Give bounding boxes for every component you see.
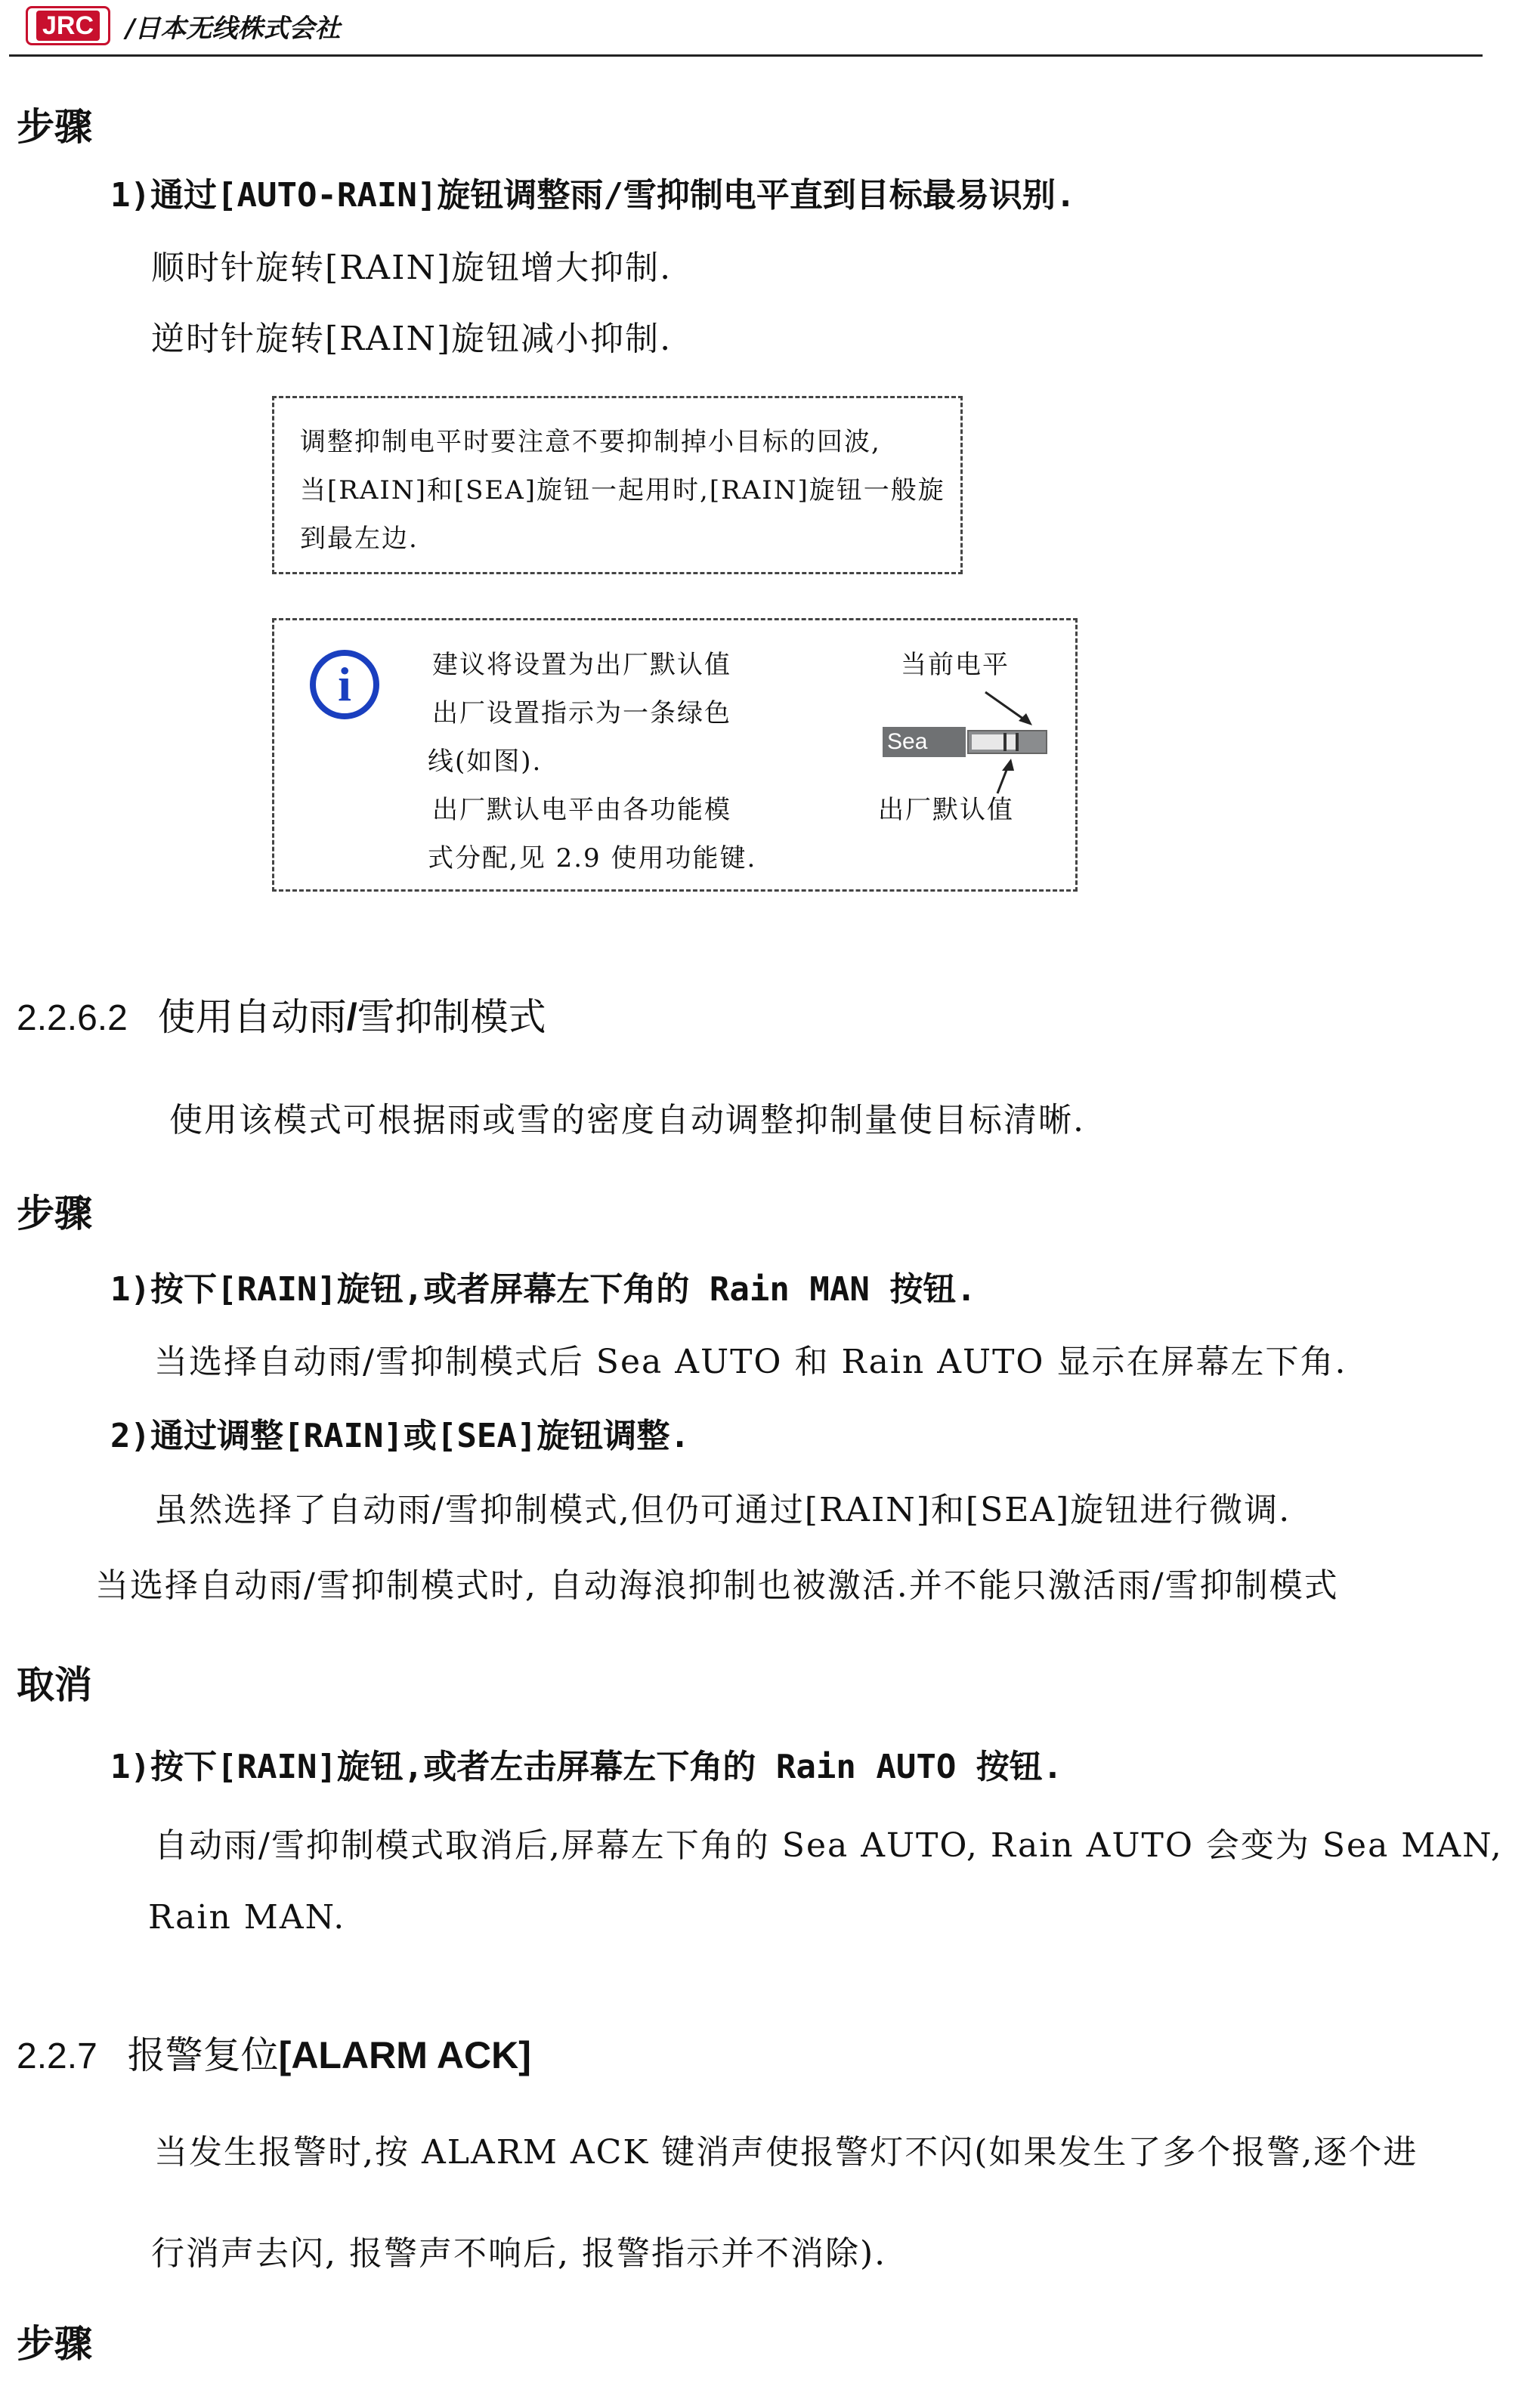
jrc-logo — [26, 6, 110, 45]
section-227-title-b: [ALARM ACK] — [278, 2034, 531, 2076]
info-icon: i — [310, 650, 379, 719]
sea-bar-track — [967, 730, 1047, 754]
sea-bar-label: Sea — [883, 727, 966, 757]
sea-level-bar — [883, 727, 1047, 757]
section-2262-title-a: 使用自动雨 — [157, 995, 347, 1039]
factory-default-marker — [1003, 733, 1007, 751]
info-line-3: 线(如图). — [428, 747, 543, 777]
section-227-title-a: 报警复位 — [127, 2033, 279, 2077]
section-227-heading — [17, 2025, 531, 2079]
caution-note-box — [272, 396, 963, 574]
clockwise-instruction: 顺时针旋转[RAIN]旋钮增大抑制. — [151, 249, 673, 287]
note-line-3: 到最左边. — [300, 524, 419, 554]
step1-description: 当选择自动雨/雪抑制模式后 Sea AUTO 和 Rain AUTO 显示在屏幕左下角. — [154, 1343, 1347, 1381]
company-name: /日本无线株式会社 — [125, 14, 341, 44]
header-divider — [9, 54, 1483, 57]
step-adjust: 2)通过调整[RAIN]或[SEA]旋钮调整. — [110, 1417, 690, 1455]
sea-bar-fill — [972, 734, 1016, 750]
section-2262-number: 2.2.6.2 — [17, 998, 128, 1038]
note-line-1: 调整抑制电平时要注意不要抑制掉小目标的回波, — [300, 427, 881, 457]
auto-mode-intro: 使用该模式可根据雨或雪的密度自动调整抑制量使目标清晰. — [169, 1101, 1085, 1139]
step-press-rain: 1)按下[RAIN]旋钮,或者屏幕左下角的 Rain MAN 按钮. — [110, 1270, 976, 1309]
section-227-number: 2.2.7 — [17, 2036, 97, 2076]
cancel-description-2: Rain MAN. — [148, 1898, 346, 1937]
info-line-2: 出厂设置指示为一条绿色 — [432, 698, 731, 728]
steps-heading-3: 步骤 — [17, 2322, 92, 2366]
current-level-marker — [1016, 733, 1019, 751]
steps-heading-2: 步骤 — [17, 1192, 92, 1235]
cancel-step: 1)按下[RAIN]旋钮,或者左击屏幕左下角的 Rain AUTO 按钮. — [110, 1748, 1063, 1786]
current-level-arrow — [982, 689, 1043, 728]
info-line-1: 建议将设置为出厂默认值 — [432, 650, 731, 680]
section-2262-heading — [17, 987, 546, 1041]
step-auto-rain: 1)通过[AUTO-RAIN]旋钮调整雨/雪抑制电平直到目标最易识别. — [110, 176, 1076, 215]
section-2262-slash: / — [346, 996, 357, 1038]
current-level-label: 当前电平 — [901, 650, 1010, 680]
factory-default-label: 出厂默认值 — [878, 795, 1014, 825]
alarm-ack-description-1: 当发生报警时,按 ALARM ACK 键消声使报警灯不闪(如果发生了多个报警,逐个进 — [154, 2133, 1418, 2172]
step2-description: 虽然选择了自动雨/雪抑制模式,但仍可通过[RAIN]和[SEA]旋钮进行微调. — [154, 1491, 1291, 1529]
info-line-5: 式分配,见 2.9 使用功能键. — [428, 843, 757, 873]
section-2262-title-b: 雪抑制模式 — [357, 995, 546, 1039]
alarm-ack-description-2: 行消声去闪, 报警声不响后, 报警指示并不消除). — [151, 2234, 887, 2273]
counterclockwise-instruction: 逆时针旋转[RAIN]旋钮减小抑制. — [151, 320, 673, 358]
logo-text: JRC — [36, 11, 100, 41]
cancel-description-1: 自动雨/雪抑制模式取消后,屏幕左下角的 Sea AUTO, Rain AUTO 会变为 Sea MAN, — [154, 1826, 1503, 1865]
info-line-4: 出厂默认电平由各功能模 — [432, 795, 731, 825]
steps-heading-1: 步骤 — [17, 105, 92, 149]
auto-mode-note: 当选择自动雨/雪抑制模式时, 自动海浪抑制也被激活.并不能只激活雨/雪抑制模式 — [95, 1566, 1339, 1605]
note-line-2: 当[RAIN]和[SEA]旋钮一起用时,[RAIN]旋钮一般旋 — [300, 475, 945, 505]
cancel-heading: 取消 — [17, 1663, 92, 1707]
